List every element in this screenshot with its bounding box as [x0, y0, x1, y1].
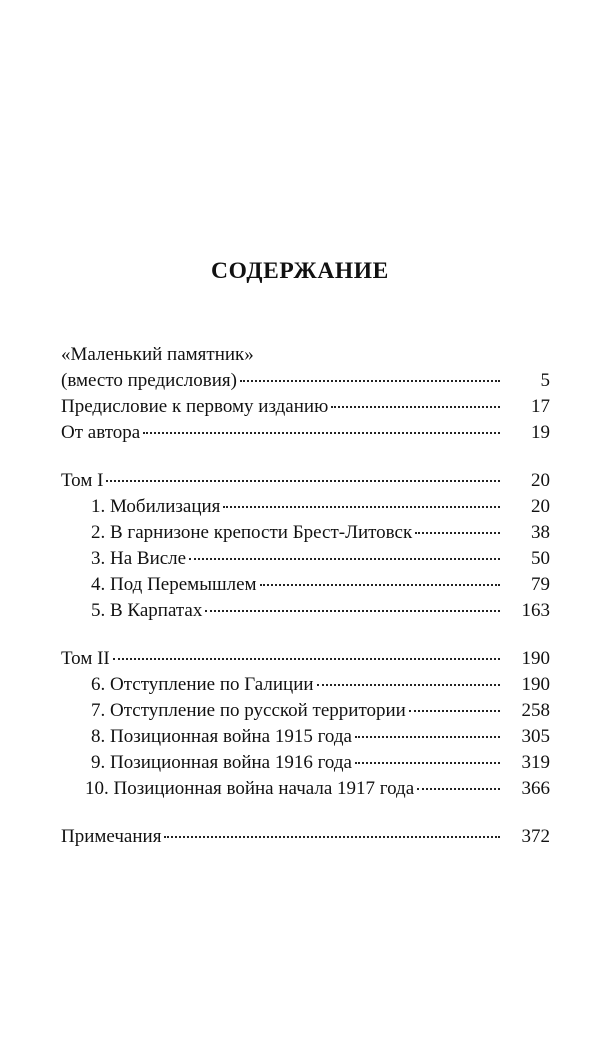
toc-page-number: 79: [531, 574, 550, 595]
toc-page-number: 19: [531, 422, 550, 443]
toc-entry-preface[interactable]: [61, 368, 550, 394]
toc-entry-from-author[interactable]: [61, 420, 550, 446]
dot-leader: [415, 531, 500, 534]
toc-page-number: 190: [521, 674, 550, 695]
dot-leader: [113, 657, 500, 660]
toc-entry-preface-title: [61, 342, 550, 368]
dot-leader: [260, 583, 500, 586]
toc-page-number: 163: [521, 600, 550, 621]
toc-entry-text: 7. Отступление по русской территории: [91, 700, 406, 721]
dot-leader: [205, 609, 500, 612]
toc-entry-text: 1. Мобилизация: [91, 496, 221, 517]
toc-entry-text: «Маленький памятник»: [61, 344, 254, 365]
toc-entry-text: 6. Отступление по Галиции: [91, 674, 314, 695]
toc-page-number: 319: [521, 752, 550, 773]
toc-entry-text: От автора: [61, 422, 141, 443]
dot-leader: [164, 835, 500, 838]
toc-entry-text: Том I: [61, 470, 104, 491]
toc-page-number: 258: [521, 700, 550, 721]
toc-entry-text: 2. В гарнизоне крепости Брест-Литовск: [91, 522, 413, 543]
toc-entry-text: 8. Позиционная война 1915 года: [91, 726, 352, 747]
toc-entry-first-edition-preface[interactable]: [61, 394, 550, 420]
toc-page-number: 305: [521, 726, 550, 747]
dot-leader: [106, 479, 500, 482]
toc-page-number: 38: [531, 522, 550, 543]
toc-entry-text: Примечания: [61, 826, 162, 847]
toc-entry-chapter[interactable]: [61, 546, 550, 572]
toc-page-number: 17: [531, 396, 550, 417]
toc-entry-chapter[interactable]: [61, 494, 550, 520]
dot-leader: [331, 405, 500, 408]
dot-leader: [143, 431, 500, 434]
dot-leader: [317, 683, 500, 686]
dot-leader: [240, 379, 500, 382]
toc-page-number: 20: [531, 496, 550, 517]
toc-entry-volume-1[interactable]: [61, 468, 550, 494]
toc-entry-chapter[interactable]: [61, 598, 550, 624]
toc-entry-volume-2[interactable]: [61, 646, 550, 672]
toc-entry-chapter[interactable]: [61, 572, 550, 598]
dot-leader: [355, 761, 500, 764]
toc-entry-chapter[interactable]: [61, 672, 550, 698]
toc-entry-text: 9. Позиционная война 1916 года: [91, 752, 352, 773]
toc-entry-chapter[interactable]: [61, 698, 550, 724]
toc-entry-notes[interactable]: [61, 824, 550, 850]
toc-page-number: 5: [540, 370, 550, 391]
toc-entry-text: 10. Позиционная война начала 1917 года: [85, 778, 415, 799]
toc-entry-chapter[interactable]: [61, 750, 550, 776]
dot-leader: [355, 735, 500, 738]
table-of-contents: [61, 342, 550, 850]
toc-page-number: 50: [531, 548, 550, 569]
toc-page-number: 366: [521, 778, 550, 799]
toc-entry-text: Том II: [61, 648, 110, 669]
toc-entry-text: 5. В Карпатах: [91, 600, 203, 621]
toc-entry-chapter[interactable]: [61, 776, 550, 802]
toc-page-number: 372: [521, 826, 550, 847]
toc-entry-chapter[interactable]: [61, 724, 550, 750]
toc-entry-text: (вместо предисловия): [61, 370, 237, 391]
toc-page-number: 20: [531, 470, 550, 491]
page-title: СОДЕРЖАНИЕ: [211, 258, 389, 284]
toc-entry-text: 3. На Висле: [91, 548, 187, 569]
toc-entry-text: 4. Под Перемышлем: [91, 574, 257, 595]
dot-leader: [417, 787, 500, 790]
dot-leader: [409, 709, 500, 712]
toc-entry-text: Предисловие к первому изданию: [61, 396, 329, 417]
toc-entry-chapter[interactable]: [61, 520, 550, 546]
dot-leader: [223, 505, 500, 508]
toc-page-number: 190: [521, 648, 550, 669]
dot-leader: [189, 557, 500, 560]
